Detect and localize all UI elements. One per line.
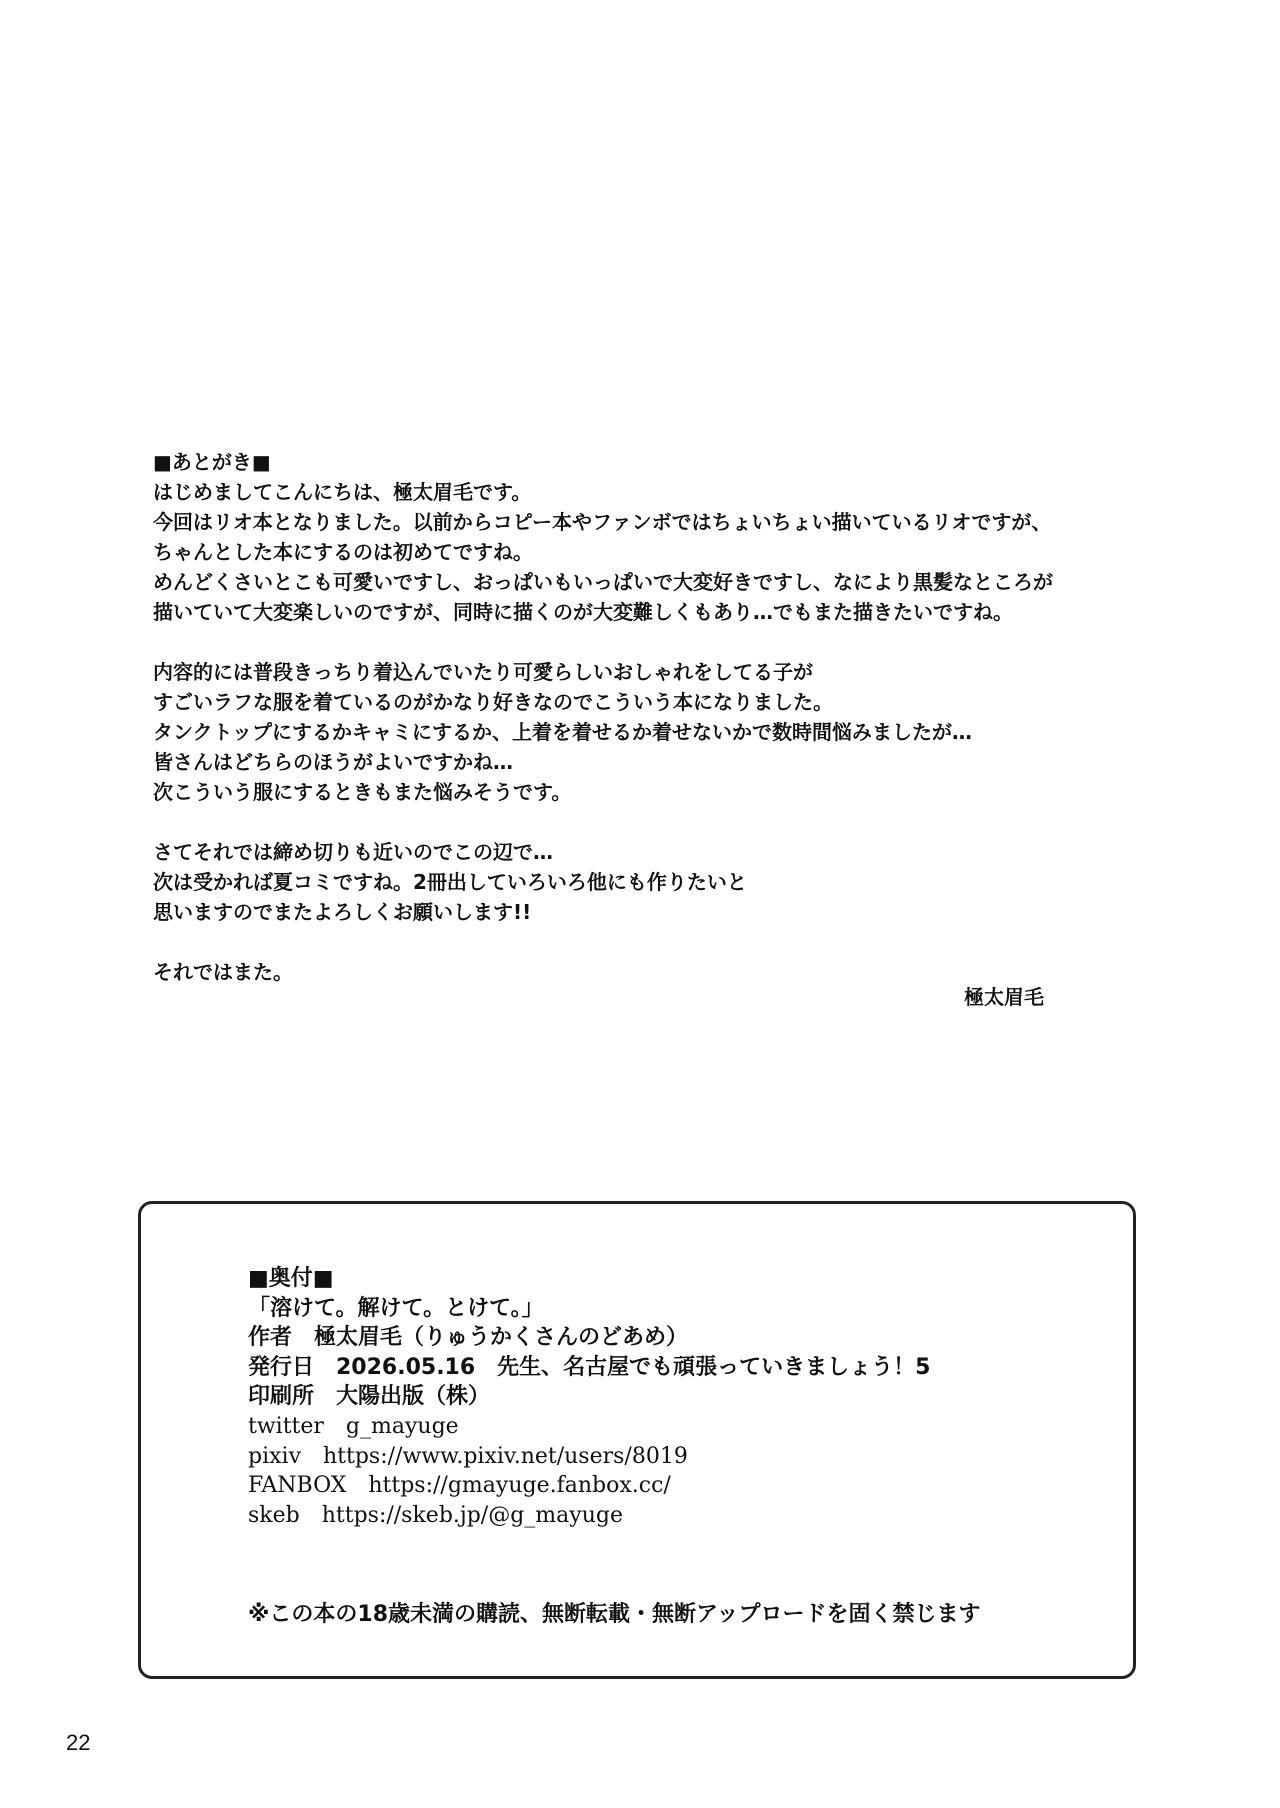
paragraph-spacer [153,927,1173,957]
publish-date-line: 発行日 2026.05.16 先生、名古屋でも頑張っていきましょう！5 [248,1354,931,1380]
printer-line: 印刷所 大陽出版（株） [248,1384,491,1410]
twitter-line: twitter g_mayuge [248,1413,459,1439]
afterword-line: ちゃんとした本にするのは初めてですね。 [153,540,533,564]
afterword-line: はじめましてこんにちは、極太眉毛です。 [153,480,532,504]
afterword-line: 内容的には普段きっちり着込んでいたり可愛らしいおしゃれをしてる子が [153,660,813,684]
fanbox-line: FANBOX https://gmayuge.fanbox.cc/ [248,1473,671,1499]
afterword-closing: それではまた。 [153,960,293,984]
afterword-line: すごいラフな服を着ているのがかなり好きなのでこういう本になりました。 [153,690,833,714]
afterword-line: タンクトップにするかキャミにするか、上着を着せるか着せないかで数時間悩みましたが… [153,720,972,744]
afterword-line: めんどくさいとこも可愛いですし、おっぱいもいっぱいで大変好きですし、なにより黒髪なところが [153,570,1053,594]
afterword-line: さてそれでは締め切りも近いのでこの辺で… [153,840,553,864]
afterword-line: 思いますのでまたよろしくお願いします!! [153,900,532,924]
paragraph-spacer [153,627,1173,657]
author-line: 作者 極太眉毛（りゅうかくさんのどあめ） [248,1325,689,1351]
paragraph-spacer [153,807,1173,837]
afterword-section [153,447,1173,987]
colophon-section [248,1264,931,1530]
page-number: 22 [66,1730,91,1755]
afterword-heading: ■あとがき■ [153,450,271,474]
skeb-line: skeb https://skeb.jp/@g_mayuge [248,1502,623,1528]
copyright-notice: ※この本の18歳未満の購読、無断転載・無断アップロードを固く禁じます [248,1602,981,1627]
colophon-heading: ■奥付■ [248,1266,334,1291]
afterword-line: 描いていて大変楽しいのですが、同時に描くのが大変難しくもあり…でもまた描きたいですね。 [153,600,1013,624]
author-signature: 極太眉毛 [964,985,1044,1009]
pixiv-line: pixiv https://www.pixiv.net/users/8019 [248,1443,688,1469]
afterword-line: 次こういう服にするときもまた悩みそうです。 [153,780,572,804]
afterword-line: 次は受かれば夏コミですね。2冊出していろいろ他にも作りたいと [153,870,747,894]
book-title: 「溶けて。解けて。とけて。」 [248,1295,544,1321]
afterword-line: 今回はリオ本となりました。以前からコピー本やファンボではちょいちょい描いているリオですが、 [153,510,1052,534]
afterword-line: 皆さんはどちらのほうがよいですかね… [153,750,513,774]
